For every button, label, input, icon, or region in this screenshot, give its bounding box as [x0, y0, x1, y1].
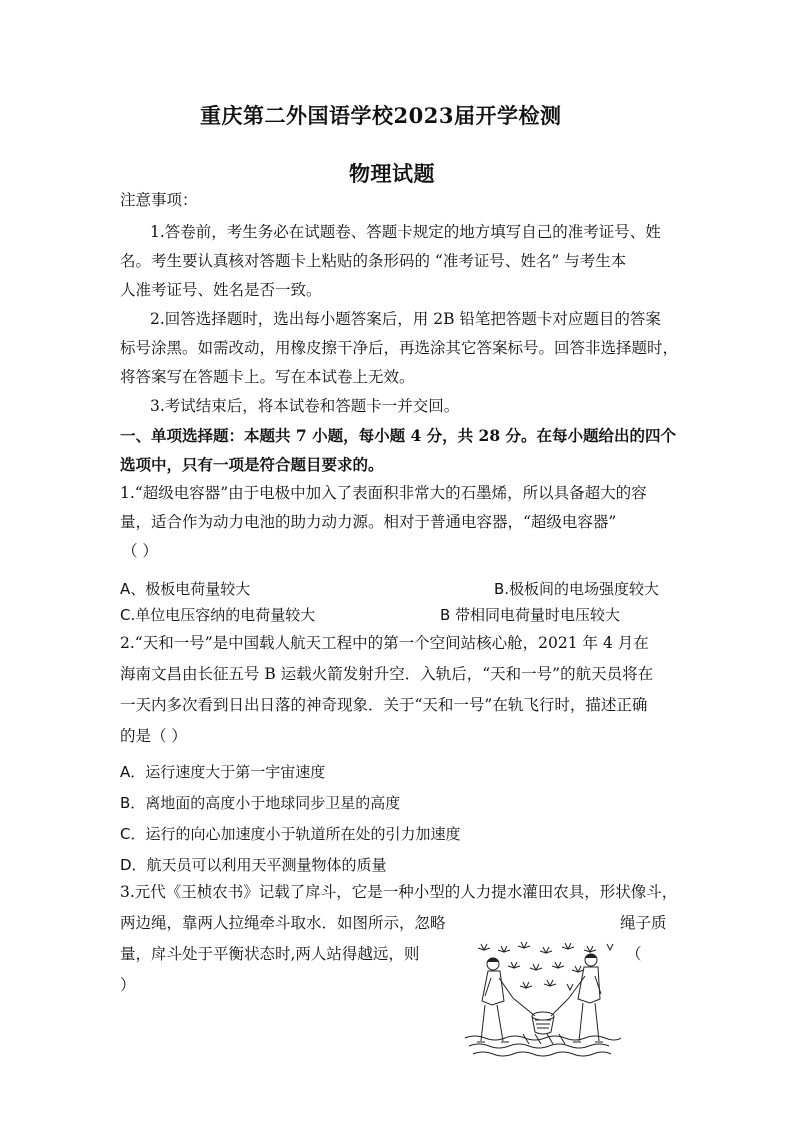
- water: [465, 1034, 621, 1056]
- q1-line-2: 量，适合作为动力电池的助力动力源。相对于普通电容器，“超级电容器”: [120, 513, 617, 531]
- left-person: [477, 958, 513, 1042]
- q3-line-4: ）: [120, 976, 136, 994]
- rope-right: [551, 998, 569, 1016]
- notice-heading: 注意事项：: [120, 191, 198, 209]
- q2-line-4: 的是（ ）: [120, 727, 187, 745]
- notice-item-1-line-1: 1.答卷前，考生务必在试题卷、答题卡规定的地方填写自己的准考证号、姓: [150, 223, 661, 241]
- q2-line-1: 2.“天和一号”是中国载人航天工程中的第一个空间站核心舱，2021 年 4 月在: [120, 634, 649, 652]
- q1-line-3: （ ）: [122, 542, 158, 560]
- bucket: [532, 1012, 554, 1034]
- notice-item-2-line-2: 标号涂黑。如需改动，用橡皮擦干净后，再选涂其它答案标号。回答非选择题时，: [120, 339, 679, 357]
- rope-left: [513, 998, 535, 1016]
- right-person: [569, 954, 603, 1042]
- q1-option-b: B.极板间的电场强度较大: [494, 580, 660, 598]
- section-heading-line-1: 一、单项选择题：本题共 7 小题，每小题 4 分，共 28 分。在每小题给出的四个: [120, 426, 677, 445]
- q1-option-c: C.单位电压容纳的电荷量较大: [120, 606, 316, 624]
- hudou-drawing: [463, 938, 621, 1060]
- q2-option-d: D．航天员可以利用天平测量物体的质量: [120, 856, 387, 874]
- q1-option-d: B 带相同电荷量时电压较大: [440, 606, 621, 624]
- hudou-illustration: [463, 938, 621, 1060]
- notice-item-1-line-3: 人准考证号、姓名是否一致。: [120, 281, 322, 299]
- notice-item-1-line-2: 名。考生要认真核对答题卡上粘贴的条形码的 “准考证号、姓名” 与考生本: [120, 252, 627, 270]
- q3-line-3a: 量，戽斗处于平衡状态时,两人站得越远，则: [120, 945, 420, 963]
- notice-item-2-line-3: 将答案写在答题卡上。写在本试卷上无效。: [120, 368, 415, 386]
- notice-item-3-line-1: 3.考试结束后，将本试卷和答题卡一并交回。: [150, 397, 460, 415]
- notice-item-2-line-1: 2.回答选择题时，选出每小题答案后，用 2B 铅笔把答题卡对应题目的答案: [150, 310, 661, 328]
- q2-option-a: A．运行速度大于第一宇宙速度: [120, 763, 326, 781]
- q1-option-a: A、极板电荷量较大: [120, 580, 251, 598]
- q3-line-2b: 绳子质: [620, 914, 667, 932]
- q2-option-b: B．离地面的高度小于地球同步卫星的高度: [120, 794, 401, 812]
- section-heading-line-2: 选项中，只有一项是符合题目要求的。: [120, 455, 384, 474]
- q2-line-2: 海南文昌由长征五号 B 运载火箭发射升空．入轨后，“天和一号”的航天员将在: [120, 665, 654, 683]
- q2-option-c: C．运行的向心加速度小于轨道所在处的引力加速度: [120, 825, 461, 843]
- page-subtitle: 物理试题: [349, 161, 435, 186]
- page-title: 重庆第二外国语学校2023届开学检测: [200, 103, 562, 128]
- q2-line-3: 一天内多次看到日出日落的神奇现象．关于“天和一号”在轨飞行时，描述正确: [120, 696, 648, 714]
- q1-line-1: 1.“超级电容器”由于电极中加入了表面积非常大的石墨烯，所以具备超大的容: [120, 484, 647, 502]
- q3-line-1: 3.元代《王桢农书》记载了戽斗，它是一种小型的人力提水灌田农具，形状像斗，: [120, 883, 678, 901]
- q3-line-3b: （: [626, 945, 642, 963]
- q3-line-2a: 两边绳，靠两人拉绳牵斗取水．如图所示，忽略: [120, 914, 446, 932]
